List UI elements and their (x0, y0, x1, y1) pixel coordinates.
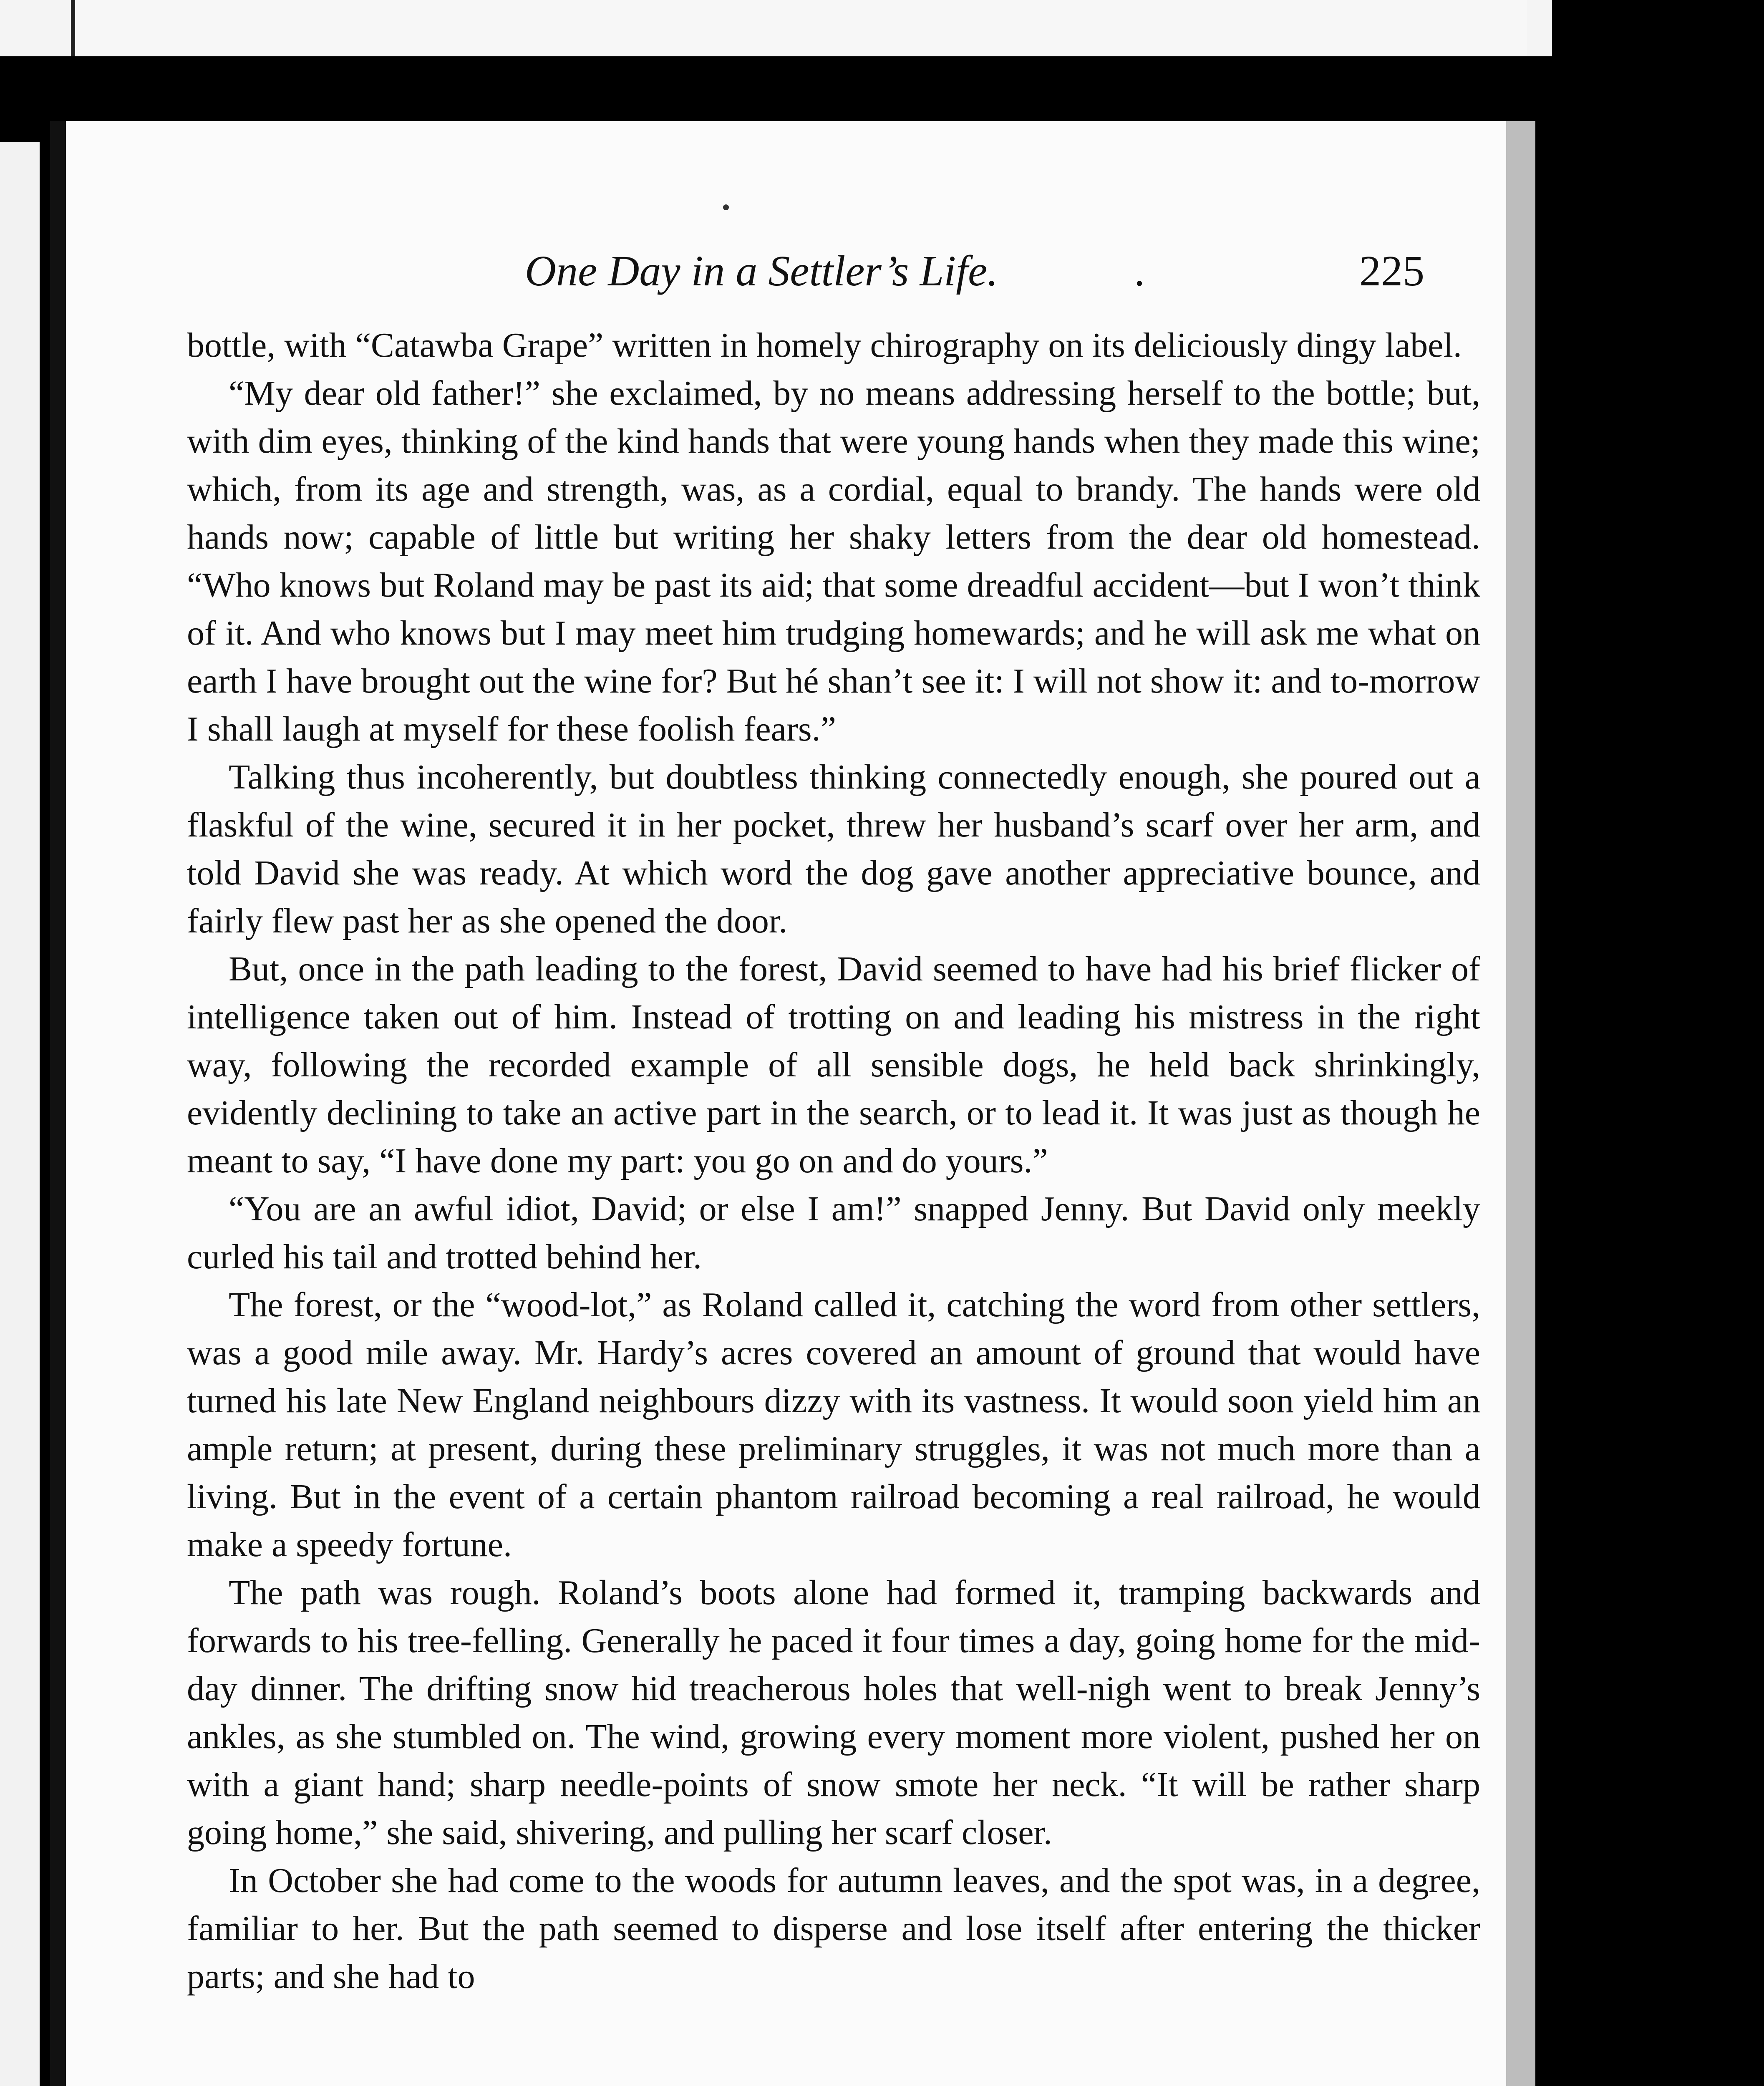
left-page-sliver (0, 142, 40, 2086)
body-text (187, 321, 1480, 2000)
paragraph: bottle, with “Catawba Grape” written in homely chirography on its deliciously dingy label. (187, 326, 1462, 365)
previous-page-inner (71, 0, 1527, 56)
paragraph: “You are an awful idiot, David; or else I am!” snapped Jenny. But David only meekly curled his tail and trotted behind her. (187, 1189, 1480, 1276)
book-page (50, 121, 1506, 2086)
paragraph: Talking thus incoherently, but doubtless thinking connectedly enough, she poured out a flaskful of the wine, secured it in her pocket, threw her husband’s scarf over her arm, and told David she was ready. At which word the dog gave another appreciative bounce, and fairly flew past her as she opened the door. (187, 758, 1480, 940)
paragraph: But, once in the path leading to the forest, David seemed to have had his brief flicker of intelligence taken out of him. Instead of trotting on and leading his mistress in the right way, following the recorded example of all sensible dogs, he held back shrinkingly, evidently declining to take an active part in the search, or to lead it. It was just as though he meant to say, “I have done my part: you go on and do yours.” (187, 950, 1480, 1180)
running-title: One Day in a Settler’s Life. (525, 247, 998, 295)
paragraph: “My dear old father!” she exclaimed, by no means addressing herself to the bottle; but, with dim eyes, thinking of the kind hands that were young hands when they made this wine; which, from its age and strength, was, as a cordial, equal to brandy. The hands were old hands now; capable of little but writing her shaky letters from the dear old homestead. “Who knows but Roland may be past its aid; that some dreadful accident—but I won’t think of it. And who knows but I may meet him trudging homewards; and he will ask me what on earth I have brought out the wine for? But hé shan’t see it: I will not show it: and to-morrow I shall laugh at myself for these foolish fears.” (187, 374, 1480, 748)
paragraph: The forest, or the “wood-lot,” as Roland called it, catching the word from other settlers, was a good mile away. Mr. Hardy’s acres covered an amount of ground that would have turned his late New England neighbours dizzy with its vastness. It would soon yield him an ample return; at present, during these preliminary struggles, it was not much more than a living. But in the event of a certain phantom railroad becoming a real railroad, he would make a speedy fortune. (187, 1285, 1480, 1564)
paragraph: In October she had come to the woods for autumn leaves, and the spot was, in a degree, familiar to her. But the path seemed to disperse and lose itself after entering the thicker parts; and she had to (187, 1861, 1480, 1996)
previous-page-edge (0, 0, 1552, 56)
paragraph: The path was rough. Roland’s boots alone had formed it, tramping backwards and forwards to his tree-felling. Generally he paced it four times a day, going home for the mid-day dinner. The drifting snow hid treacherous holes that well-nigh went to break Jenny’s ankles, as she stumbled on. The wind, growing every moment more violent, pushed her on with a giant hand; sharp needle-points of snow smote her neck. “It will be rather sharp going home,” she said, shivering, and pulling her scarf closer. (187, 1573, 1480, 1852)
page-number: 225 (1359, 247, 1424, 295)
running-head-dot: . (1134, 247, 1145, 295)
ink-speck (723, 204, 729, 210)
running-head (66, 246, 1522, 317)
page-right-edge (1506, 121, 1535, 2086)
